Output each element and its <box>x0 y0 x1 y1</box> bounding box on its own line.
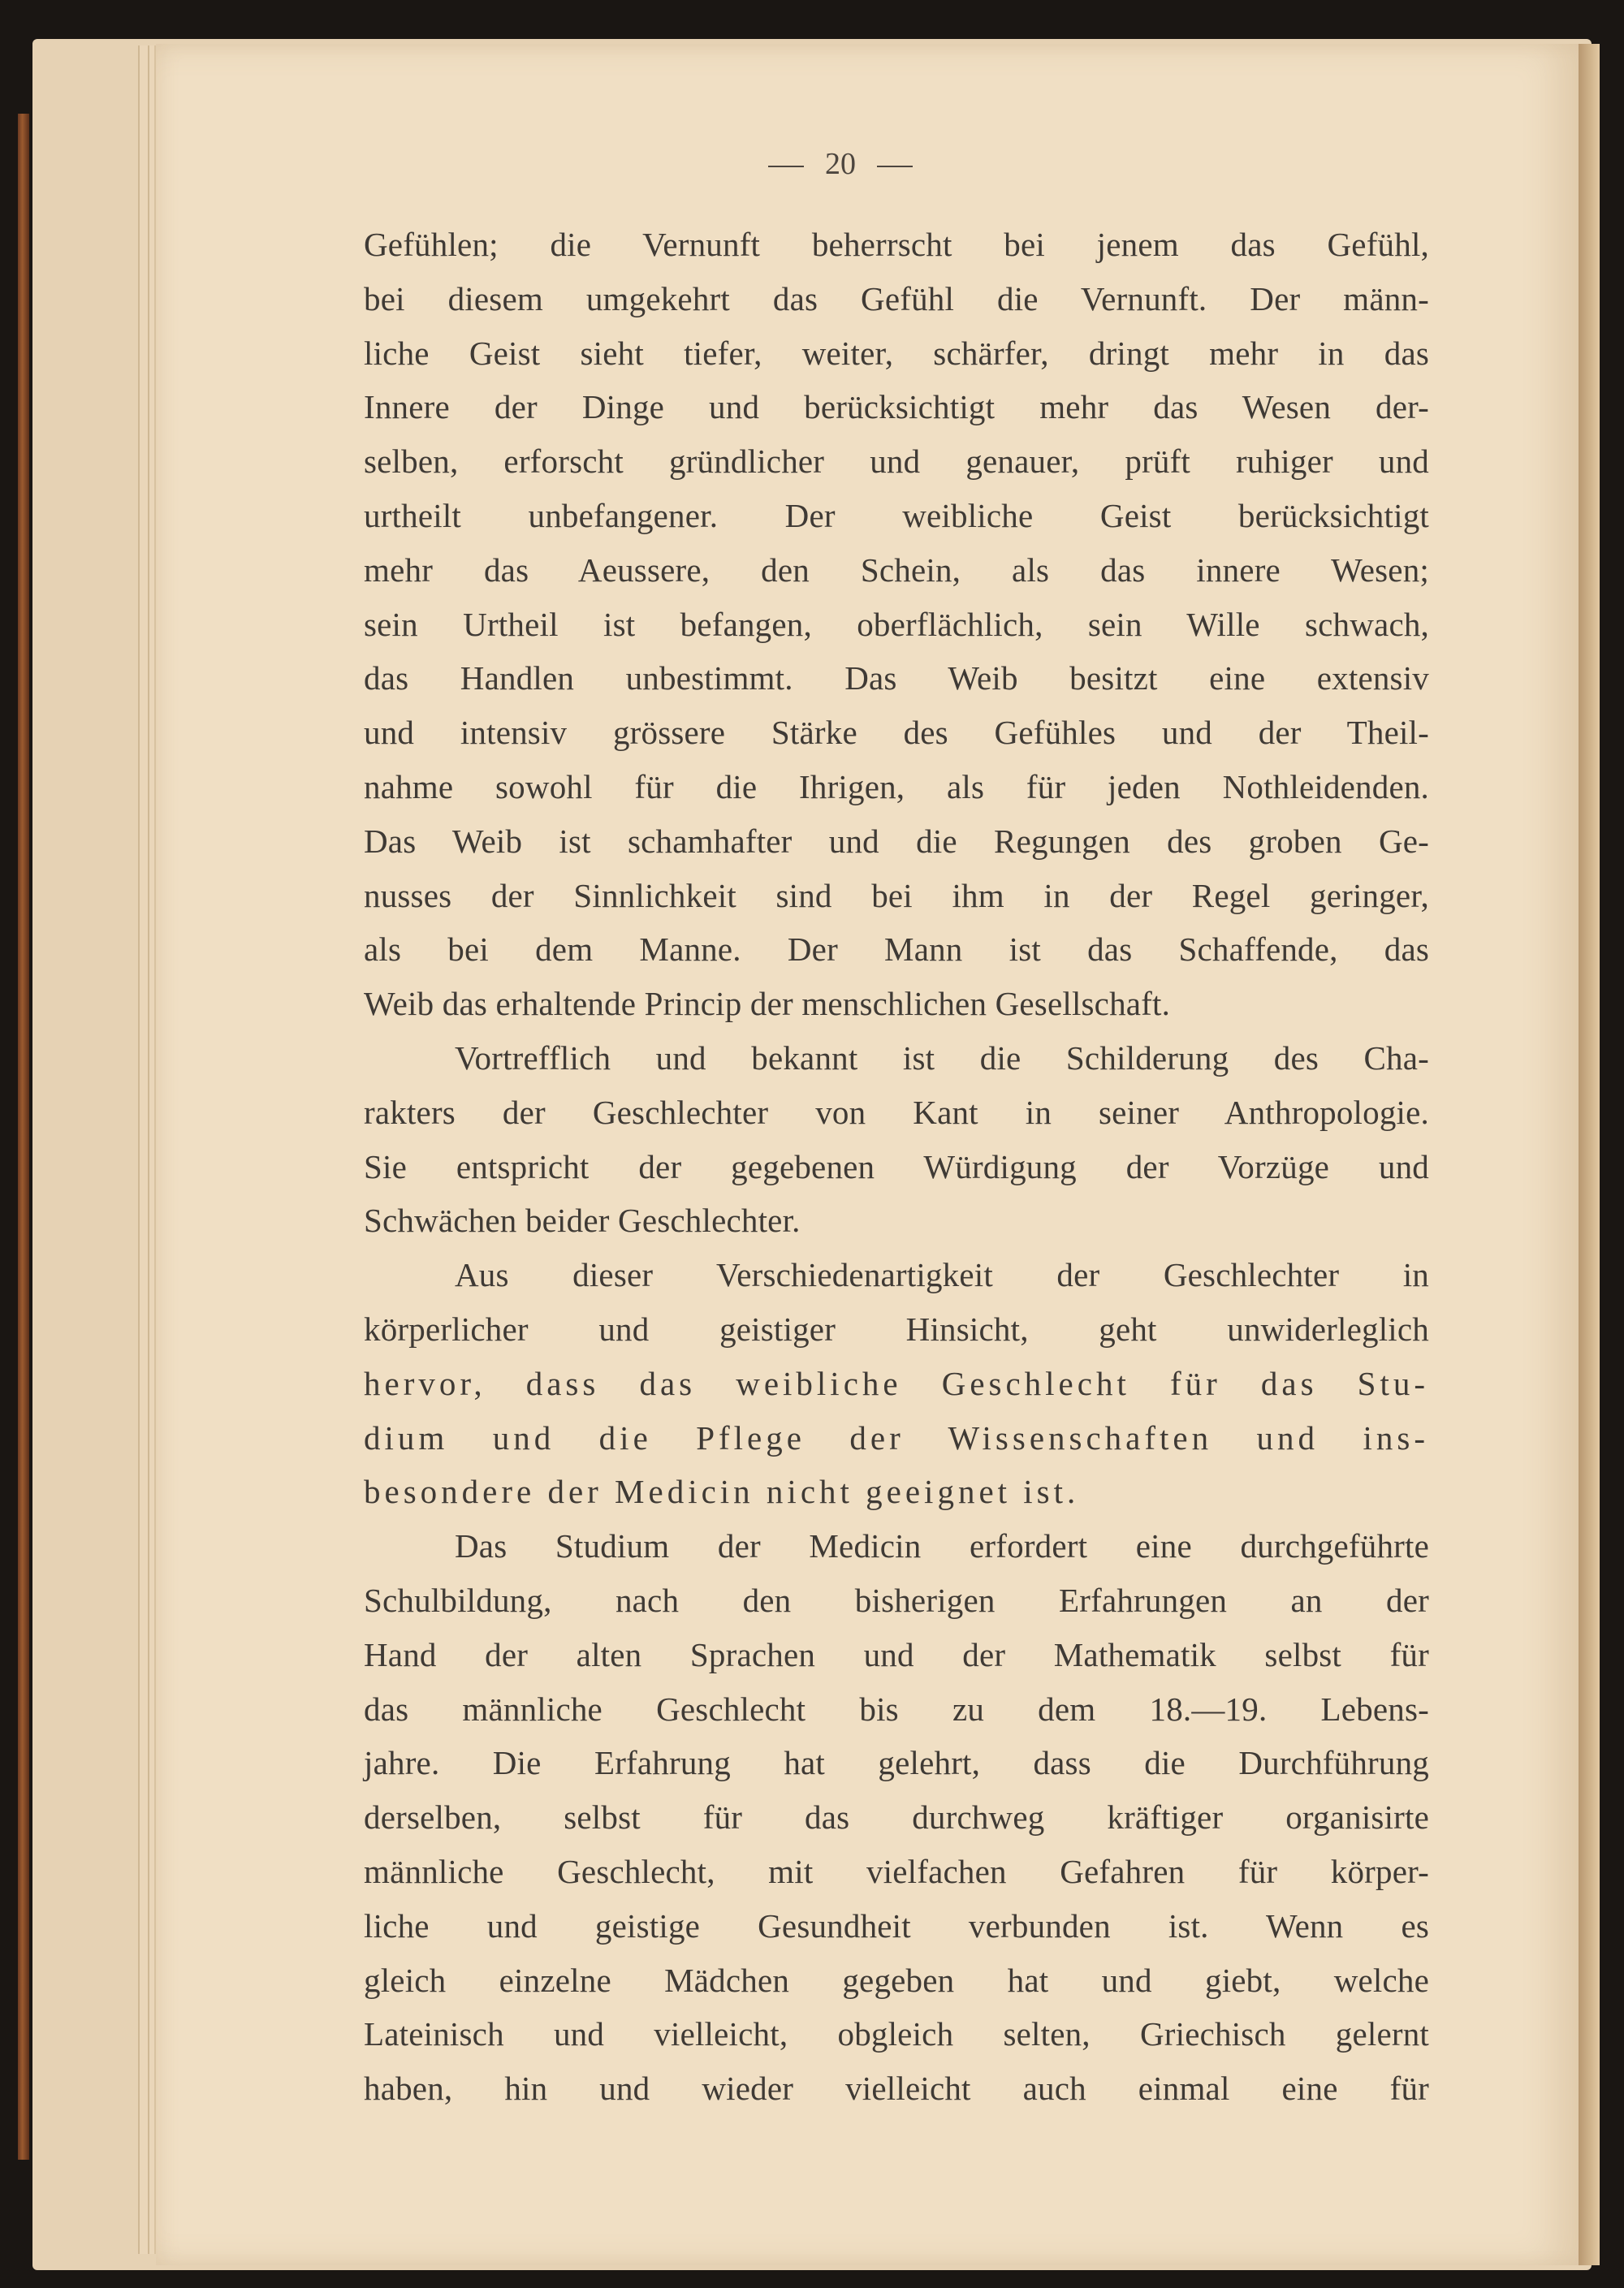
text-line: hervor, dass das weibliche Geschlecht für das Stu- <box>364 1364 1429 1402</box>
text-line: und intensiv grössere Stärke des Gefühles und der Theil- <box>364 714 1429 752</box>
text-line: haben, hin und wieder vielleicht auch einmal eine für <box>364 2070 1429 2108</box>
text-line: sein Urtheil ist befangen, oberflächlich, sein Wille schwach, <box>364 605 1429 643</box>
text-line: mehr das Aeussere, den Schein, als das innere Wesen; <box>364 550 1429 589</box>
text-line: Das Studium der Medicin erfordert eine durchgeführte <box>455 1527 1429 1565</box>
dash-right <box>877 166 913 167</box>
text-line: urtheilt unbefangener. Der weibliche Geist berücksichtigt <box>364 496 1429 534</box>
text-line: dium und die Pflege der Wissenschaften und ins- <box>364 1418 1429 1457</box>
text-line: Gefühlen; die Vernunft beherrscht bei jenem das Gefühl, <box>364 226 1429 263</box>
text-line: Aus dieser Verschiedenartigkeit der Geschlechter in <box>455 1256 1429 1294</box>
text-line: das männliche Geschlecht bis zu dem 18.—19. Lebens- <box>364 1690 1429 1728</box>
text-line: Innere der Dinge und berücksichtigt mehr das Wesen der- <box>364 388 1429 426</box>
text-line: nusses der Sinnlichkeit sind bei ihm in der Regel geringer, <box>364 876 1429 914</box>
text-line: besondere der Medicin nicht geeignet ist. <box>364 1473 1080 1511</box>
book-spine <box>18 114 29 2160</box>
text-line: jahre. Die Erfahrung hat gelehrt, dass die Durchführung <box>364 1744 1429 1782</box>
body-text <box>364 218 1429 2116</box>
page-number <box>0 146 1624 182</box>
text-line: Lateinisch und vielleicht, obgleich selten, Griechisch gelernt <box>364 2015 1429 2053</box>
page-gutter-shadow <box>1579 44 1600 2265</box>
page-edge-inner <box>148 45 156 2254</box>
text-line: körperlicher und geistiger Hinsicht, geht unwiderleglich <box>364 1310 1429 1348</box>
text-line: männliche Geschlecht, mit vielfachen Gefahren für körper- <box>364 1852 1429 1890</box>
text-line: gleich einzelne Mädchen gegeben hat und giebt, welche <box>364 1961 1429 1999</box>
text-line: Schwächen beider Geschlechter. <box>364 1202 801 1240</box>
text-line: liche Geist sieht tiefer, weiter, schärfer, dringt mehr in das <box>364 334 1429 372</box>
text-line: als bei dem Manne. Der Mann ist das Schaffende, das <box>364 930 1429 969</box>
text-line: rakters der Geschlechter von Kant in seiner Anthropologie. <box>364 1093 1429 1131</box>
text-line: Sie entspricht der gegebenen Würdigung der Vorzüge und <box>364 1147 1429 1185</box>
text-line: das Handlen unbestimmt. Das Weib besitzt eine extensiv <box>364 659 1429 697</box>
text-line: Hand der alten Sprachen und der Mathematik selbst für <box>364 1635 1429 1673</box>
text-line: selben, erforscht gründlicher und genauer, prüft ruhiger und <box>364 442 1429 481</box>
dash-left <box>768 166 804 167</box>
text-line: derselben, selbst für das durchweg kräftiger organisirte <box>364 1798 1429 1837</box>
text-line: Schulbildung, nach den bisherigen Erfahrungen an der <box>364 1581 1429 1619</box>
page-number-text: 20 <box>825 147 856 181</box>
text-line: Weib das erhaltende Princip der menschlichen Gesellschaft. <box>364 985 1171 1023</box>
text-line: nahme sowohl für die Ihrigen, als für jeden Nothleidenden. <box>364 767 1429 805</box>
text-line: Das Weib ist schamhafter und die Regungen des groben Ge- <box>364 822 1429 860</box>
text-line: liche und geistige Gesundheit verbunden ist. Wenn es <box>364 1906 1429 1945</box>
text-line: Vortrefflich und bekannt ist die Schilderung des Cha- <box>455 1038 1429 1077</box>
text-line: bei diesem umgekehrt das Gefühl die Vernunft. Der männ- <box>364 279 1429 317</box>
